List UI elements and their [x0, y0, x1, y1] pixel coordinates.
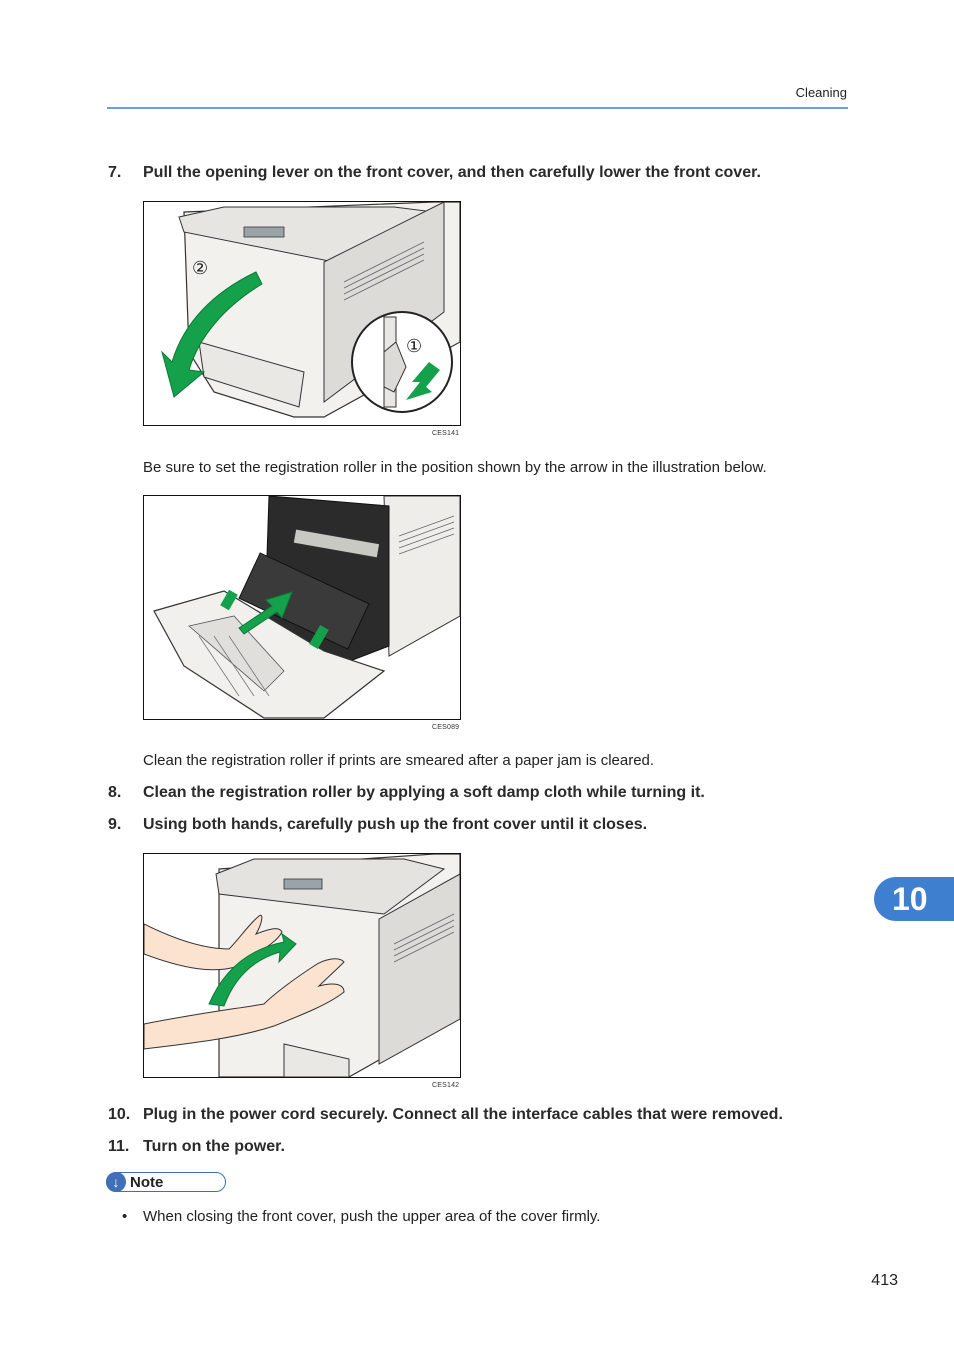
step-number: 7. [108, 164, 122, 181]
step-11 [108, 1138, 828, 1156]
step-text: Plug in the power cord securely. Connect all the interface cables that were removed. [143, 1106, 783, 1123]
note-badge [106, 1172, 226, 1192]
step-8 [108, 784, 828, 802]
figure-code: CES089 [432, 724, 460, 731]
note-bullet [122, 1208, 600, 1225]
step-7 [108, 164, 828, 182]
note-label: Note [130, 1173, 164, 1191]
step-number: 11. [108, 1138, 130, 1155]
bullet-dot-icon: • [122, 1208, 128, 1225]
step-number: 10. [108, 1106, 131, 1123]
step-9 [108, 816, 828, 834]
step-text: Turn on the power. [143, 1138, 285, 1155]
chapter-tab: 10 [874, 877, 954, 921]
paragraph-registration-position: Be sure to set the registration roller in the position shown by the arrow in the illustration below. [143, 459, 767, 476]
down-arrow-icon: ↓ [106, 1172, 126, 1192]
paragraph-clean-hint: Clean the registration roller if prints are smeared after a paper jam is cleared. [143, 752, 655, 769]
figure-registration-roller [143, 495, 461, 720]
printer-illustration-3 [144, 854, 460, 1077]
step-10 [108, 1106, 828, 1124]
callout-1: ① [406, 336, 423, 357]
running-header: Cleaning [795, 85, 847, 100]
step-text: Clean the registration roller by applying a soft damp cloth while turning it. [143, 784, 705, 801]
printer-illustration-1 [144, 202, 460, 425]
step-number: 8. [108, 784, 122, 801]
printer-illustration-2 [144, 496, 460, 719]
callout-2: ② [192, 258, 209, 279]
page-number: 413 [871, 1272, 898, 1289]
figure-close-front-cover [143, 853, 461, 1078]
note-text: When closing the front cover, push the upper area of the cover firmly. [143, 1208, 601, 1225]
header-rule [107, 107, 848, 109]
figure-code: CES142 [432, 1082, 460, 1089]
figure-code: CES141 [432, 430, 460, 437]
figure-open-front-cover [143, 201, 461, 426]
step-text: Using both hands, carefully push up the front cover until it closes. [143, 816, 648, 833]
step-number: 9. [108, 816, 122, 833]
step-text: Pull the opening lever on the front cover, and then carefully lower the front cover. [143, 164, 761, 181]
